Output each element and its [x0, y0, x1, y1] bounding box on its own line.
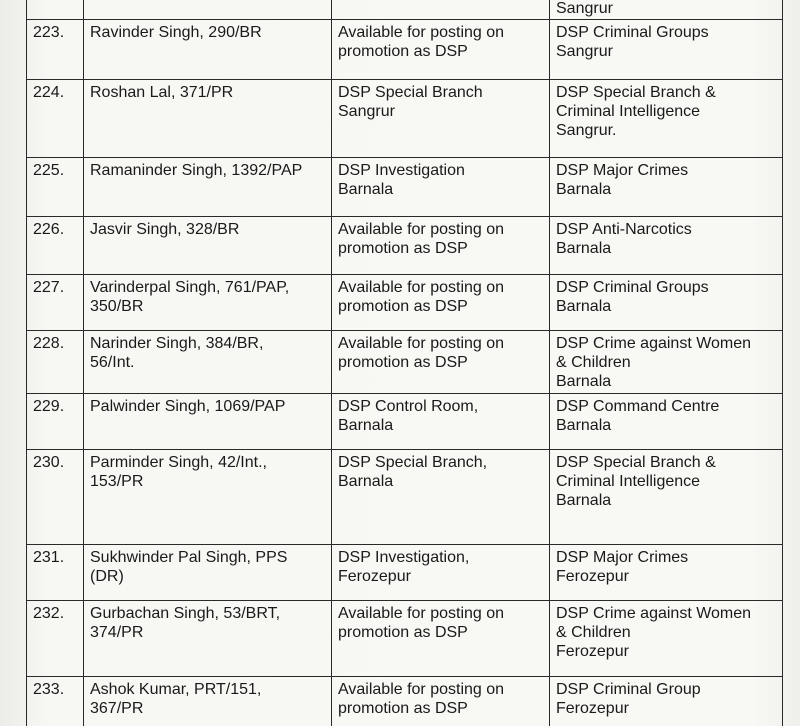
officer-name: Jasvir Singh, 328/BR [84, 217, 332, 275]
new-posting: DSP Major Crimes Barnala [550, 158, 783, 217]
serial-number: 227. [27, 275, 84, 331]
officer-name: Roshan Lal, 371/PR [84, 80, 332, 158]
present-posting: Available for posting on promotion as DSP [332, 20, 550, 80]
serial-number: 231. [27, 545, 84, 601]
new-posting: DSP Special Branch & Criminal Intelligence Barnala [550, 450, 783, 545]
present-posting: DSP Special Branch, Barnala [332, 450, 550, 545]
officer-name: Ashok Kumar, PRT/151, 367/PR [84, 677, 332, 726]
officer-name [84, 0, 332, 20]
table-row [27, 0, 783, 20]
serial-number: 229. [27, 394, 84, 450]
posting-table [26, 0, 783, 726]
serial-number: 225. [27, 158, 84, 217]
present-posting: DSP Investigation, Ferozepur [332, 545, 550, 601]
serial-number: 224. [27, 80, 84, 158]
table-row [27, 394, 783, 450]
present-posting: Available for posting on promotion as DSP [332, 217, 550, 275]
serial-number: 232. [27, 601, 84, 677]
officer-name: Ravinder Singh, 290/BR [84, 20, 332, 80]
new-posting: DSP Special Branch & Criminal Intelligence Sangrur. [550, 80, 783, 158]
table-row [27, 80, 783, 158]
officer-name: Gurbachan Singh, 53/BRT, 374/PR [84, 601, 332, 677]
table-row [27, 331, 783, 394]
officer-name: Sukhwinder Pal Singh, PPS (DR) [84, 545, 332, 601]
serial-number [27, 0, 84, 20]
present-posting: DSP Control Room, Barnala [332, 394, 550, 450]
new-posting: DSP Criminal Groups Sangrur [550, 20, 783, 80]
table-row [27, 545, 783, 601]
new-posting: Sangrur [550, 0, 783, 20]
officer-name: Ramaninder Singh, 1392/PAP [84, 158, 332, 217]
serial-number: 233. [27, 677, 84, 726]
officer-name: Varinderpal Singh, 761/PAP, 350/BR [84, 275, 332, 331]
present-posting: Available for posting on promotion as DSP [332, 275, 550, 331]
new-posting: DSP Anti-Narcotics Barnala [550, 217, 783, 275]
officer-name: Narinder Singh, 384/BR, 56/Int. [84, 331, 332, 394]
present-posting: Available for posting on promotion as DSP [332, 601, 550, 677]
serial-number: 228. [27, 331, 84, 394]
table-row [27, 450, 783, 545]
new-posting: DSP Criminal Groups Barnala [550, 275, 783, 331]
officer-name: Parminder Singh, 42/Int., 153/PR [84, 450, 332, 545]
present-posting: Available for posting on promotion as DSP [332, 331, 550, 394]
table-row [27, 158, 783, 217]
new-posting: DSP Command Centre Barnala [550, 394, 783, 450]
present-posting [332, 0, 550, 20]
new-posting: DSP Major Crimes Ferozepur [550, 545, 783, 601]
table-row [27, 217, 783, 275]
present-posting: Available for posting on promotion as DSP [332, 677, 550, 726]
new-posting: DSP Crime against Women & Children Ferozepur [550, 601, 783, 677]
serial-number: 230. [27, 450, 84, 545]
serial-number: 226. [27, 217, 84, 275]
new-posting: DSP Crime against Women & Children Barnala [550, 331, 783, 394]
new-posting: DSP Criminal Group Ferozepur [550, 677, 783, 726]
table-row [27, 275, 783, 331]
present-posting: DSP Special Branch Sangrur [332, 80, 550, 158]
officer-name: Palwinder Singh, 1069/PAP [84, 394, 332, 450]
table-row [27, 677, 783, 726]
present-posting: DSP Investigation Barnala [332, 158, 550, 217]
serial-number: 223. [27, 20, 84, 80]
table-row [27, 20, 783, 80]
table-row [27, 601, 783, 677]
